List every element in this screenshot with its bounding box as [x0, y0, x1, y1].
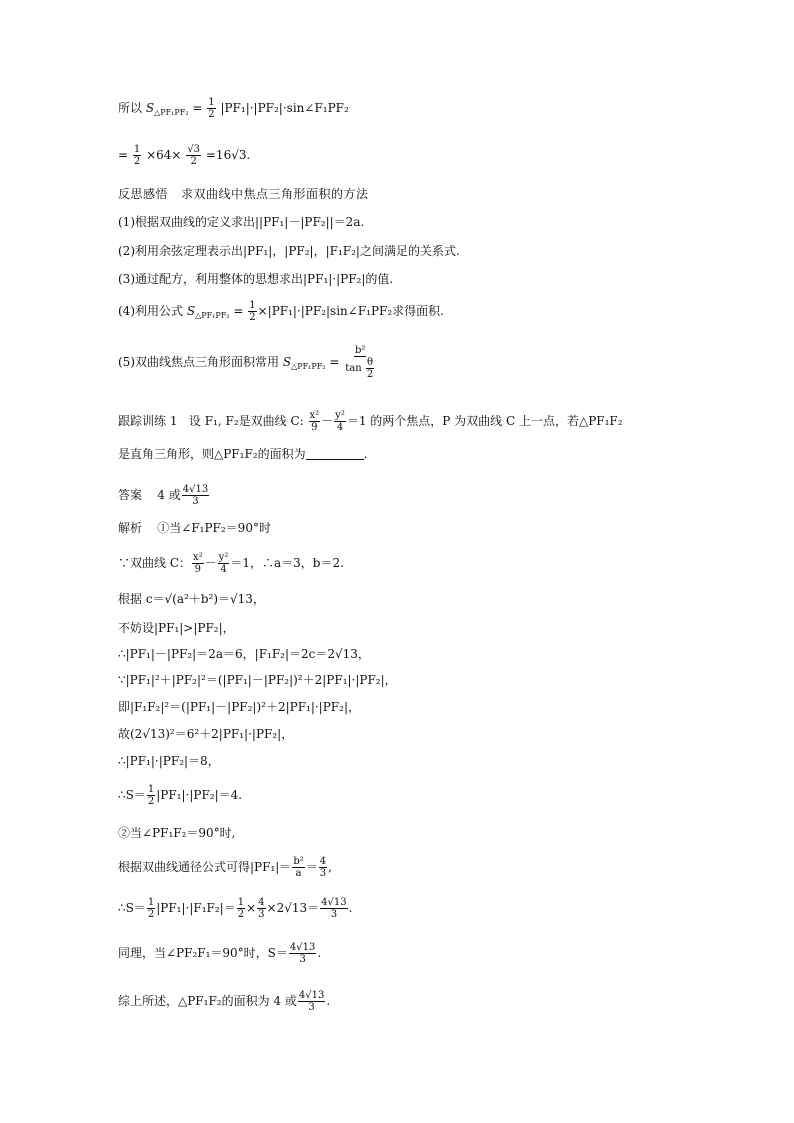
frac-num: b²: [355, 345, 366, 356]
solution-step-10: [118, 856, 332, 879]
b2-over-a-fraction: [292, 856, 304, 879]
reflection-heading: [118, 186, 368, 202]
frac-den: 3: [319, 868, 327, 879]
s13-end: .: [326, 994, 331, 1008]
solution-case-1: [118, 520, 271, 536]
solution-step-12: [118, 942, 321, 965]
half-fraction: [133, 144, 141, 167]
frac-den: 2: [190, 156, 197, 167]
s1-post: ＝1，∴a＝3，b＝2.: [230, 556, 344, 570]
s11-mid2: ×2√13＝: [266, 901, 320, 915]
equals-sign: ＝: [305, 860, 318, 874]
reflection-title: 求双曲线中焦点三角形面积的方法: [180, 187, 369, 201]
solution-step-9: [118, 784, 242, 807]
item4-post: ×|PF₁|·|PF₂|sin∠F₁PF₂求得面积.: [257, 304, 444, 318]
equals-sign: =: [192, 101, 203, 115]
equals-sign: =: [118, 148, 129, 162]
s12-end: .: [317, 946, 322, 960]
frac-num: 1: [133, 144, 141, 155]
area-symbol: S: [145, 101, 155, 115]
calc-result: =16√3.: [205, 148, 251, 162]
half-fraction: [147, 897, 155, 920]
frac-num: x²: [193, 552, 203, 563]
solution-step-1: [118, 552, 344, 575]
solution-step-3: 不妨设|PF₁|>|PF₂|，: [118, 621, 235, 635]
item4-pre: (4)利用公式: [118, 304, 183, 318]
solution-step-6: 即|F₁F₂|²＝(|PF₁|－|PF₂|)²＋2|PF₁|·|PF₂|，: [118, 700, 360, 714]
frac-den: 3: [258, 909, 265, 920]
area-formula-rest: |PF₁|·|PF₂|·sin∠F₁PF₂: [220, 101, 349, 115]
answer-value-a: 4 或: [157, 488, 181, 502]
exercise-text-a: 设 F₁, F₂是双曲线 C:: [188, 414, 304, 428]
four-thirds-fraction: [257, 897, 265, 920]
theta-half-fraction: [366, 357, 374, 380]
frac-den: 2: [208, 109, 215, 120]
s9-pre: ∴S＝: [118, 788, 146, 802]
frac-den: 3: [299, 954, 306, 965]
frac-num: 4: [319, 856, 327, 867]
frac-num: y²: [218, 552, 229, 563]
answer-blank[interactable]: [306, 447, 364, 460]
tan-text: tan: [345, 363, 362, 374]
frac-num: 4√13: [321, 897, 347, 908]
reflection-item-2: (2)利用余弦定理表示出|PF₁|，|PF₂|，|F₁F₂|之间满足的关系式.: [118, 244, 460, 258]
frac-den: 3: [192, 496, 199, 507]
frac-den: 4: [220, 564, 227, 575]
frac-den: 2: [366, 369, 374, 380]
frac-den: 9: [194, 564, 202, 575]
y2-over-4-fraction: [218, 552, 230, 575]
frac-den: 9: [311, 422, 318, 433]
frac-den: 2: [147, 796, 155, 807]
s9-post: |PF₁|·|PF₂|＝4.: [156, 788, 243, 802]
text-so: 所以: [118, 101, 143, 115]
solution-step-7: 故(2√13)²＝6²＋2|PF₁|·|PF₂|，: [118, 727, 294, 741]
four-thirds-fraction: [319, 856, 327, 879]
s10-end: ,: [328, 860, 332, 874]
exercise-line-2: [118, 446, 367, 462]
frac-num: 1: [249, 300, 256, 311]
frac-den: 2: [249, 312, 256, 323]
x2-over-9-fraction: [192, 552, 204, 575]
reflection-label: 反思感悟: [118, 187, 169, 201]
frac-num: 1: [147, 784, 155, 795]
equals-sign: =: [233, 304, 244, 318]
frac-den: 2: [147, 909, 155, 920]
reflection-item-1: (1)根据双曲线的定义求出||PF₁|－|PF₂||＝2a.: [118, 215, 365, 229]
frac-num: 4√13: [289, 942, 316, 953]
frac-num: b²: [293, 856, 304, 867]
y2-over-4-fraction: [334, 410, 346, 433]
solution-step-8: ∴|PF₁|·|PF₂|＝8，: [118, 754, 220, 768]
s10-pre: 根据双曲线通径公式可得|PF₁|＝: [118, 860, 292, 874]
answer-fraction: [182, 484, 209, 507]
area-formula-line: [118, 97, 349, 121]
half-fraction: [237, 897, 245, 920]
frac-den: a: [295, 868, 302, 879]
frac-den: 2: [237, 909, 245, 920]
minus-sign: －: [321, 414, 334, 428]
answer-line: [118, 484, 210, 507]
s11-end: .: [348, 901, 353, 915]
half-fraction: [207, 97, 215, 120]
frac-num: 4√13: [298, 990, 325, 1001]
case1-text: ①当∠F₁PF₂＝90°时: [157, 521, 271, 535]
frac-den: 2: [133, 156, 141, 167]
minus-sign: －: [204, 556, 217, 570]
exercise-label: 跟踪训练 1: [118, 414, 178, 428]
half-fraction: [248, 300, 256, 323]
area-subscript: △PF₁PF₂: [195, 311, 230, 320]
frac-num: x²: [309, 410, 320, 421]
half-fraction: [147, 784, 155, 807]
frac-num: 1: [147, 897, 155, 908]
result-fraction: [320, 897, 347, 920]
solution-step-2: 根据 c＝√(a²＋b²)＝√13，: [118, 592, 265, 606]
frac-num: 4: [258, 897, 265, 908]
s11-mid1: |PF₁|·|F₁F₂|＝: [156, 901, 236, 915]
calc-mid: ×64×: [146, 148, 182, 162]
exercise-line-1: [118, 410, 623, 433]
reflection-item-5: [118, 345, 377, 380]
area-subscript: △PF₁PF₂: [291, 362, 326, 371]
exercise-text-c: 是直角三角形，则△PF₁F₂的面积为: [118, 447, 306, 461]
frac-num: 4√13: [182, 484, 209, 495]
sqrt3-fraction: [186, 144, 201, 167]
reflection-item-4: [118, 300, 444, 324]
frac-num: 1: [237, 897, 245, 908]
area-symbol: S: [282, 355, 292, 369]
solution-step-11: [118, 897, 352, 920]
frac-den: 4: [336, 422, 344, 433]
times-sign: ×: [246, 901, 257, 915]
frac-num: y²: [335, 410, 345, 421]
result-fraction: [298, 990, 325, 1013]
exercise-end: .: [363, 447, 368, 461]
solution-step-4: ∴|PF₁|－|PF₂|＝2a＝6，|F₁F₂|＝2c＝2√13，: [118, 647, 370, 661]
solution-label: 解析: [118, 521, 143, 535]
reflection-item-3: (3)通过配方，利用整体的思想求出|PF₁|·|PF₂|的值.: [118, 272, 394, 286]
frac-den: 3: [330, 909, 338, 920]
result-fraction: [289, 942, 316, 965]
b2-over-tan-fraction: [344, 345, 376, 380]
equals-sign: =: [329, 355, 340, 369]
exercise-text-b: ＝1 的两个焦点，P 为双曲线 C 上一点，若△PF₁F₂: [346, 414, 623, 428]
x2-over-9-fraction: [309, 410, 321, 433]
item5-pre: (5)双曲线焦点三角形面积常用: [118, 355, 279, 369]
area-calc-line: [118, 144, 250, 167]
frac-den: 3: [308, 1002, 315, 1013]
s1-pre: ∵双曲线 C：: [118, 556, 191, 570]
s11-pre: ∴S＝: [118, 901, 146, 915]
frac-num: θ: [367, 357, 374, 368]
s13-pre: 综上所述，△PF₁F₂的面积为 4 或: [118, 994, 297, 1008]
solution-step-5: ∵|PF₁|²＋|PF₂|²＝(|PF₁|－|PF₂|)²＋2|PF₁|·|PF₂|，: [118, 673, 397, 687]
solution-case-2: ②当∠PF₁F₂＝90°时,: [118, 826, 236, 840]
frac-num: 1: [208, 97, 215, 108]
solution-conclusion: [118, 990, 330, 1013]
frac-num: √3: [187, 144, 201, 155]
frac-den: [344, 357, 376, 380]
s12-pre: 同理，当∠PF₂F₁＝90°时，S＝: [118, 946, 288, 960]
area-symbol: S: [186, 304, 196, 318]
area-subscript: △PF₁PF₂: [154, 108, 189, 117]
answer-label: 答案: [118, 488, 143, 502]
